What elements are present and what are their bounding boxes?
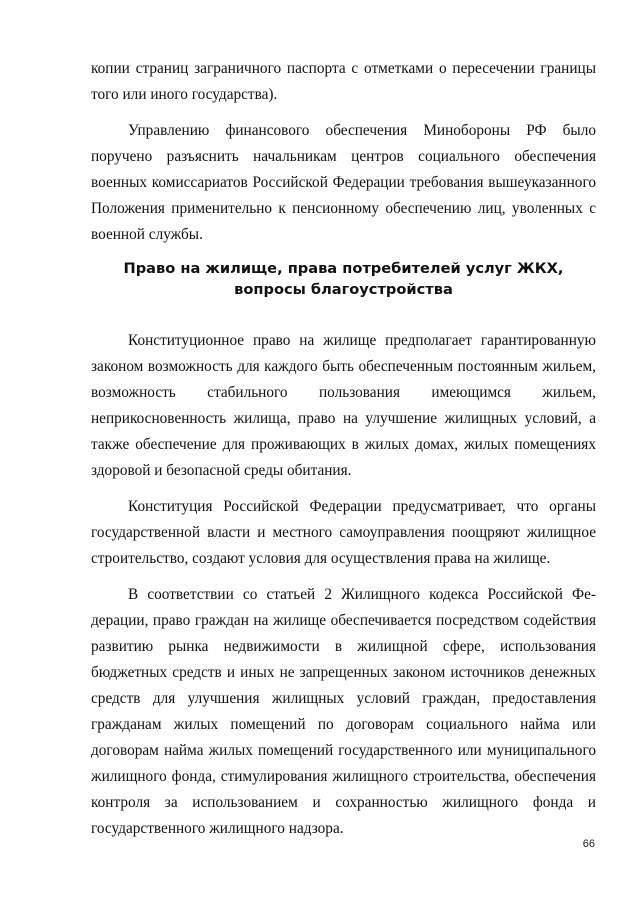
section-heading: Право на жилище, права потребителей услуг ЖКХ, вопросы благоустройства (123, 260, 564, 298)
paragraph-finance-directorate: Управлению финансового обеспечения Минобороны РФ было поручено разъяснить начальникам центров социального обеспечения военных комиссариатов Российской Федерации требования вышеуказанного Положения применительно к пенсионному обеспечению лиц, уволенных с военной службы. (91, 122, 596, 243)
page-number: 66 (582, 838, 595, 850)
document-page (91, 56, 596, 852)
paragraph-constitution: Конституция Российской Федерации предусматривает, что органы государственной власти и местного самоуправления поощряют жилищное строительство, создают условия для осуществления права на жилище. (91, 498, 596, 567)
paragraph-continuation: копии страниц заграничного паспорта с отметками о пересечении границы того или иного государства). (91, 60, 596, 103)
paragraph-housing-code: В соответствии со статьей 2 Жилищного кодекса Российской Федерации, право граждан на жилище обеспечивается посредством содействия развитию рынка недвижимости в жилищной сфере, использования бюджетных средств и иных не запрещенных законом источников денежных средств для улучшения жилищных условий граждан, предоставления гражданам жилых помещений по договорам социального найма или договорам найма жилых помещений государственного или муниципального жилищного фонда, стимулирования жилищного строительства, обеспечения контроля за использованием и сохранностью жилищного фонда и государственного жилищного надзора. (91, 586, 596, 837)
paragraph-constitutional-right: Конституционное право на жилище предполагает гарантированную законом возможность для каждого быть обеспеченным постоянным жильем, возможность стабильного пользования имеющимся жильем, неприкосновенность жилища, право на улучшение жилищных условий, а также обеспечение для проживающих в жилых домах, жилых помещениях здоровой и безопасной среды обитания. (91, 332, 596, 479)
